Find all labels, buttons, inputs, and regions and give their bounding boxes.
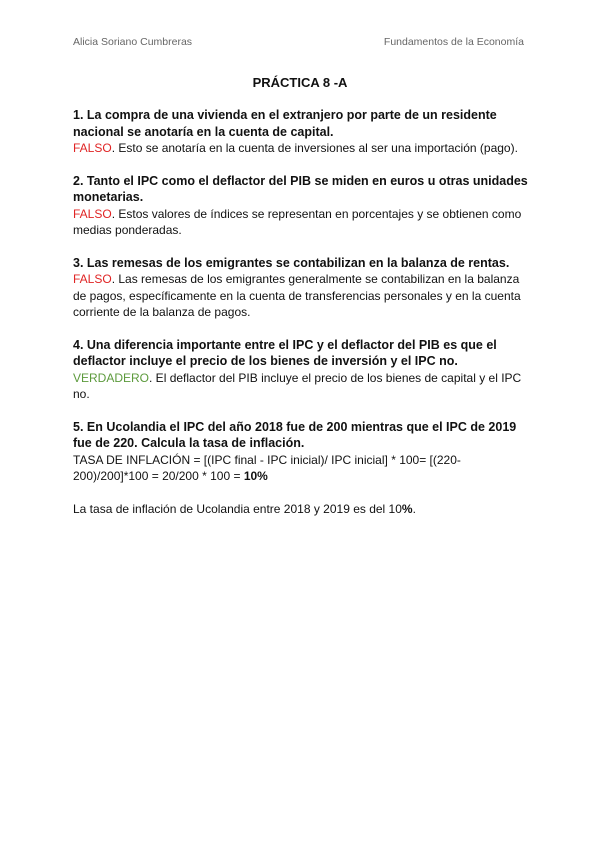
verdict-label: FALSO: [73, 141, 112, 155]
verdict-label: VERDADERO: [73, 370, 150, 385]
question-text: 2. Tanto el IPC como el deflactor del PIB se miden en euros u otras unidades monetarias.: [73, 173, 528, 204]
document-body: [73, 107, 533, 533]
explanation-text: . Esto se anotaría en la cuenta de inversiones al ser una importación (pago).: [111, 141, 518, 155]
question-text: 1. La compra de una vivienda en el extranjero por parte de un residente nacional se anotaría en la cuenta de capital.: [73, 108, 497, 139]
answer-text: [73, 271, 533, 321]
course-name: Fundamentos de la Economía: [383, 36, 524, 48]
answer-text: [73, 370, 533, 403]
page-title: PRÁCTICA 8 -A: [252, 75, 348, 90]
question-text: 4. Una diferencia importante entre el IPC y el deflactor del PIB es que el deflactor incluye el precio de los bienes de inversión y el IPC no.: [73, 337, 497, 368]
formula-result: 10%: [243, 469, 268, 483]
conclusion-main: La tasa de inflación de Ucolandia entre 2018 y 2019 es del 10: [73, 501, 402, 516]
formula-expression: TASA DE INFLACIÓN = [(IPC final - IPC inicial)/ IPC inicial] * 100= [(220-200)/200]*100 = 20/200 * 100 =: [73, 452, 461, 483]
conclusion-text: [73, 501, 533, 518]
question-block-1: [73, 107, 533, 157]
question-block-5: [73, 419, 533, 518]
explanation-text: . Estos valores de índices se representan en porcentajes y se obtienen como medias ponderadas.: [73, 206, 522, 237]
explanation-text: . El deflactor del PIB incluye el precio de los bienes de capital y el IPC no.: [73, 370, 522, 401]
verdict-label: FALSO: [73, 272, 112, 286]
question-text: 3. Las remesas de los emigrantes se contabilizan en la balanza de rentas.: [73, 255, 510, 270]
question-block-2: [73, 173, 533, 239]
answer-text: [73, 206, 533, 239]
explanation-text: . Las remesas de los emigrantes generalmente se contabilizan en la balanza de pagos, específicamente en la cuenta de transferencias personales y en la cuenta corriente de la balanza de pagos.: [73, 272, 521, 319]
formula-text: [73, 452, 533, 485]
question-text: 5. En Ucolandia el IPC del año 2018 fue de 200 mientras que el IPC de 2019 fue de 220. Calcula la tasa de inflación.: [73, 419, 517, 450]
question-block-3: [73, 255, 533, 321]
page-header: [73, 36, 524, 48]
answer-text: [73, 140, 533, 157]
verdict-label: FALSO: [73, 206, 112, 221]
author-name: Alicia Soriano Cumbreras: [73, 36, 193, 48]
conclusion-end: .: [412, 501, 416, 516]
conclusion-percent: %: [401, 501, 413, 516]
question-block-4: [73, 337, 533, 403]
